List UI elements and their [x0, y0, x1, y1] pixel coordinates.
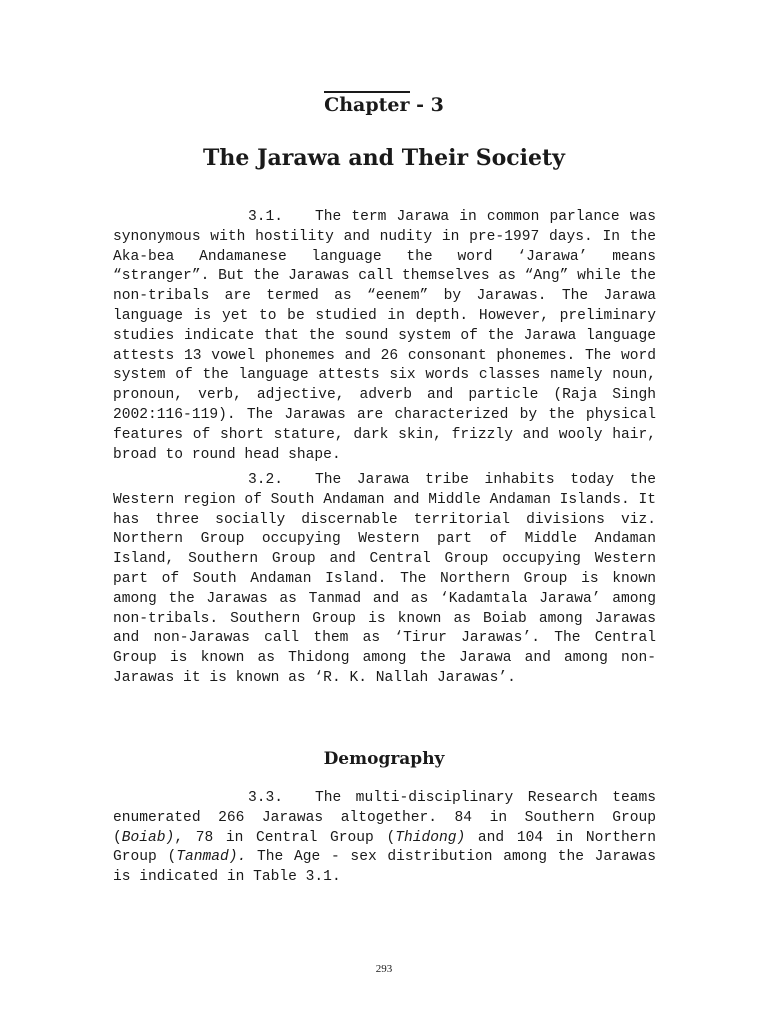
paragraph-text: The term Jarawa in common parlance was synonymous with hostility and nudity in pre-1997 days. In the Aka-bea Andamanese language the word ‘Jarawa’ means “stranger”. But the Jarawas call themselves as “Ang” while the non-tribals are termed as “eenem” by Jarawas. The Jarawa language is yet to be studied in depth. However, preliminary studies indicate that the sound system of the Jarawa language attests 13 vowel phonemes and 26 consonant phonemes. The word system of the language attests six words classes namely noun, pronoun, verb, adjective, adverb and particle (Raja Singh 2002:116-119). The Jarawas are characterized by the physical features of short stature, dark skin, frizzly and wooly hair, broad to round head shape.: [113, 209, 656, 463]
paragraph-3-2: [113, 471, 656, 689]
italic-term-boiab: Boiab): [121, 829, 175, 846]
chapter-heading: [0, 92, 768, 118]
page-title: The Jarawa and Their Society: [203, 145, 565, 171]
chapter-label: Chapter: [324, 91, 409, 116]
page-number: 293: [375, 963, 393, 975]
paragraph-number: 3.3.: [248, 790, 284, 806]
paragraph-number: 3.1.: [248, 209, 284, 225]
chapter-number: - 3: [416, 94, 444, 116]
paragraph-text: The Age - sex distribution among the Jarawas is indicated in Table 3.1.: [113, 849, 656, 886]
paragraph-text: The multi-disciplinary Research teams enumerated 266 Jarawas altogether. 84 in Southern Group (: [113, 790, 656, 846]
paragraph-number: 3.2.: [248, 472, 284, 488]
paragraph-text: , 78 in Central Group (: [174, 829, 396, 846]
paragraph-text: The Jarawa tribe inhabits today the Western region of South Andaman and Middle Andaman Islands. It has three socially discernable territorial divisions viz. Northern Group occupying Western part of Middle Andaman Island, Southern Group and Central Group occupying Western part of South Andaman Island. The Northern Group is known among the Jarawas as Tanmad and as ‘Kadamtala Jarawa’ among non-tribals. Southern Group is known as Boiab among Jarawas and non-Jarawas call them as ‘Tirur Jarawas’. The Central Group is known as Thidong among the Jarawa and among non-Jarawas it is known as ‘R. K. Nallah Jarawas’.: [113, 472, 656, 686]
italic-term-tanmad: Tanmad).: [176, 849, 247, 866]
paragraph-text: and 104 in Northern Group (: [113, 829, 656, 866]
section-heading-demography: Demography: [323, 749, 445, 769]
paragraph-3-1: [113, 208, 656, 465]
paragraph-3-3: [113, 789, 656, 888]
italic-term-thidong: Thidong): [395, 829, 466, 846]
